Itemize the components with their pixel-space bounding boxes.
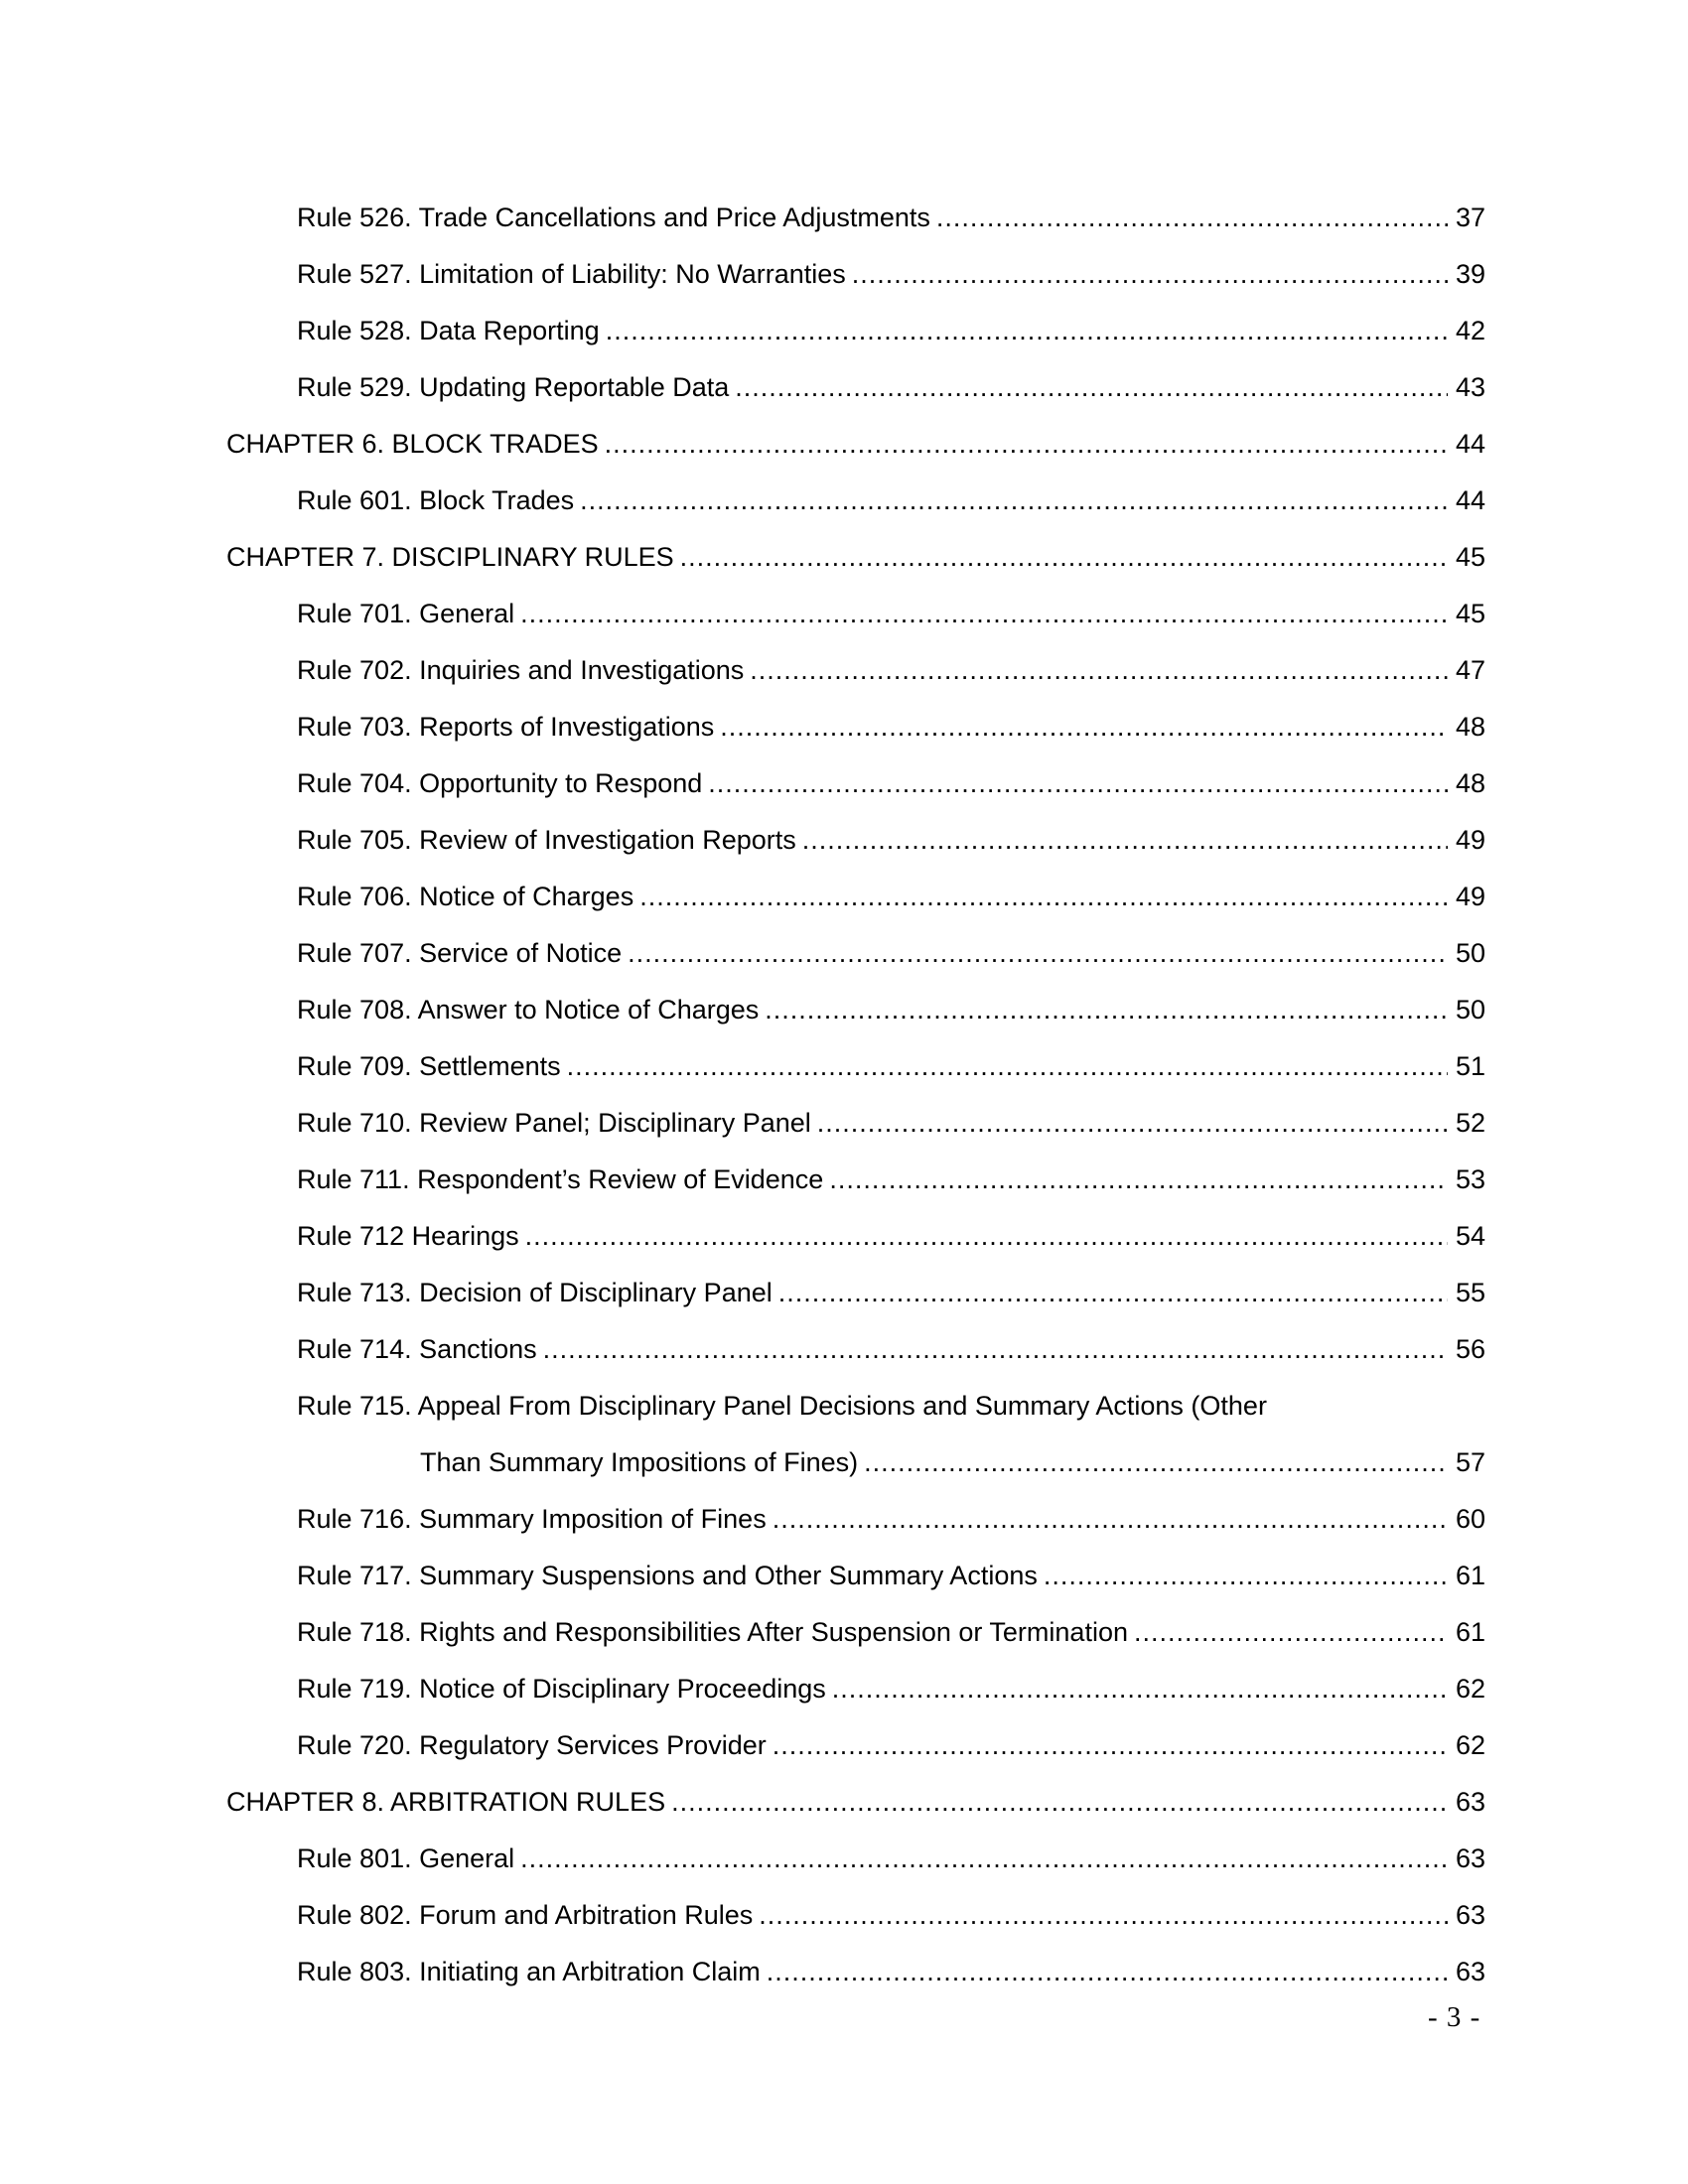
dot-leader — [520, 586, 1448, 642]
toc-entry-page: 49 — [1455, 882, 1485, 911]
dot-leader — [759, 1887, 1448, 1944]
dot-leader — [773, 1491, 1448, 1548]
toc-entry-title: Rule 705. Review of Investigation Reports — [297, 825, 796, 855]
toc-rule-entry[interactable] — [297, 1661, 1688, 1717]
dot-leader — [1134, 1604, 1448, 1661]
toc-entry-page: 49 — [1455, 825, 1485, 855]
toc-entry-title: Rule 601. Block Trades — [297, 485, 575, 515]
toc-entry-page: 63 — [1455, 1787, 1485, 1817]
toc-entry-page: 61 — [1455, 1561, 1485, 1590]
page-number: - 3 - — [1428, 2001, 1481, 2033]
dot-leader — [735, 359, 1448, 416]
toc-entry-title-continued: Than Summary Impositions of Fines) — [420, 1447, 859, 1477]
toc-entry-page: 54 — [1455, 1221, 1485, 1251]
toc-rule-entry[interactable] — [297, 1321, 1688, 1378]
dot-leader — [639, 869, 1448, 925]
toc-rule-entry[interactable] — [297, 1265, 1688, 1321]
toc-entry-page: 63 — [1455, 1900, 1485, 1930]
dot-leader — [671, 1774, 1448, 1831]
toc-rule-entry[interactable] — [297, 812, 1688, 869]
toc-chapter-entry[interactable] — [226, 1774, 1688, 1831]
toc-entry-title: Rule 712 Hearings — [297, 1221, 519, 1251]
toc-entry-page: 63 — [1455, 1957, 1485, 1986]
dot-leader — [832, 1661, 1448, 1717]
toc-entry-title: CHAPTER 6. BLOCK TRADES — [226, 429, 599, 459]
toc-entry-title: Rule 528. Data Reporting — [297, 316, 600, 345]
toc-entry-page: 43 — [1455, 372, 1485, 402]
toc-rule-entry[interactable] — [297, 586, 1688, 642]
toc-rule-entry[interactable] — [297, 359, 1688, 416]
toc-rule-entry[interactable] — [297, 1887, 1688, 1944]
toc-entry-title: Rule 526. Trade Cancellations and Price Adjustments — [297, 203, 930, 232]
toc-rule-entry[interactable] — [297, 925, 1688, 982]
toc-entry-page: 44 — [1455, 485, 1485, 515]
toc-entry-page: 45 — [1455, 599, 1485, 628]
dot-leader — [802, 812, 1448, 869]
toc-entry-page: 47 — [1455, 655, 1485, 685]
toc-entry-page: 61 — [1455, 1617, 1485, 1647]
toc-entry-title: Rule 716. Summary Imposition of Fines — [297, 1504, 767, 1534]
toc-entry-title: Rule 713. Decision of Disciplinary Panel — [297, 1278, 773, 1307]
toc-entry-page: 44 — [1455, 429, 1485, 459]
toc-chapter-entry[interactable] — [226, 416, 1688, 473]
toc-entry-title: Rule 802. Forum and Arbitration Rules — [297, 1900, 754, 1930]
dot-leader — [765, 982, 1448, 1038]
toc-entry-title: Rule 702. Inquiries and Investigations — [297, 655, 745, 685]
dot-leader — [543, 1321, 1448, 1378]
toc-entry-page: 52 — [1455, 1108, 1485, 1138]
dot-leader — [864, 1434, 1448, 1491]
toc-rule-entry[interactable] — [297, 1717, 1688, 1774]
dot-leader — [817, 1095, 1448, 1152]
toc-rule-entry[interactable] — [297, 642, 1688, 699]
toc-entry-title: Rule 529. Updating Reportable Data — [297, 372, 730, 402]
toc-entry-page: 57 — [1455, 1447, 1485, 1477]
toc-entry-title: Rule 801. General — [297, 1843, 515, 1873]
dot-leader — [708, 755, 1448, 812]
toc-entry-title: Rule 803. Initiating an Arbitration Claim — [297, 1957, 761, 1986]
dot-leader — [580, 473, 1448, 529]
toc-entry-page: 48 — [1455, 712, 1485, 742]
dot-leader — [778, 1265, 1448, 1321]
toc-rule-entry[interactable] — [297, 1152, 1688, 1208]
toc-entry-page: 37 — [1455, 203, 1485, 232]
toc-rule-entry[interactable] — [297, 303, 1688, 359]
toc-rule-entry[interactable] — [297, 755, 1688, 812]
toc-entry-page: 45 — [1455, 542, 1485, 572]
toc-entry-page: 63 — [1455, 1843, 1485, 1873]
toc-entry-title: Rule 718. Rights and Responsibilities After Suspension or Termination — [297, 1617, 1128, 1647]
toc-rule-entry[interactable] — [297, 1038, 1688, 1095]
dot-leader — [606, 303, 1448, 359]
dot-leader — [773, 1717, 1448, 1774]
toc-entry-title: Rule 710. Review Panel; Disciplinary Panel — [297, 1108, 811, 1138]
toc-rule-entry[interactable] — [297, 1548, 1688, 1604]
dot-leader — [767, 1944, 1448, 2000]
toc-entry-page: 56 — [1455, 1334, 1485, 1364]
dot-leader — [520, 1831, 1448, 1887]
toc-rule-entry[interactable] — [297, 1378, 1688, 1491]
toc-entry-title: Rule 707. Service of Notice — [297, 938, 623, 968]
toc-rule-entry[interactable] — [297, 1208, 1688, 1265]
dot-leader — [605, 416, 1448, 473]
toc-rule-entry[interactable] — [297, 1491, 1688, 1548]
toc-rule-entry[interactable] — [297, 1831, 1688, 1887]
dot-leader — [567, 1038, 1448, 1095]
toc-rule-entry[interactable] — [297, 1944, 1688, 2000]
dot-leader — [936, 190, 1448, 246]
dot-leader — [628, 925, 1448, 982]
dot-leader — [525, 1208, 1448, 1265]
dot-leader — [852, 246, 1448, 303]
toc-rule-entry[interactable] — [297, 699, 1688, 755]
table-of-contents — [0, 190, 1688, 2000]
toc-entry-page: 50 — [1455, 995, 1485, 1024]
toc-entry-title: Rule 719. Notice of Disciplinary Proceedings — [297, 1674, 826, 1704]
toc-entry-title: Rule 704. Opportunity to Respond — [297, 768, 703, 798]
dot-leader — [829, 1152, 1448, 1208]
toc-entry-page: 60 — [1455, 1504, 1485, 1534]
dot-leader — [1044, 1548, 1448, 1604]
toc-entry-title: Rule 527. Limitation of Liability: No Warranties — [297, 259, 846, 289]
toc-entry-page: 62 — [1455, 1730, 1485, 1760]
toc-entry-page: 39 — [1455, 259, 1485, 289]
toc-entry-title: CHAPTER 8. ARBITRATION RULES — [226, 1787, 666, 1817]
toc-entry-title: Rule 708. Answer to Notice of Charges — [297, 995, 760, 1024]
toc-entry-page: 48 — [1455, 768, 1485, 798]
toc-rule-entry[interactable] — [297, 1095, 1688, 1152]
dot-leader — [720, 699, 1448, 755]
toc-rule-entry[interactable] — [297, 1604, 1688, 1661]
dot-leader — [750, 642, 1448, 699]
toc-entry-page: 42 — [1455, 316, 1485, 345]
toc-entry-title: Rule 701. General — [297, 599, 515, 628]
toc-rule-entry[interactable] — [297, 246, 1688, 303]
toc-entry-title: Rule 714. Sanctions — [297, 1334, 537, 1364]
toc-entry-page: 55 — [1455, 1278, 1485, 1307]
toc-rule-entry[interactable] — [297, 982, 1688, 1038]
toc-entry-title: Rule 717. Summary Suspensions and Other Summary Actions — [297, 1561, 1038, 1590]
toc-entry-title: Rule 720. Regulatory Services Provider — [297, 1730, 767, 1760]
toc-entry-title: Rule 715. Appeal From Disciplinary Panel Decisions and Summary Actions (Other — [297, 1391, 1267, 1421]
toc-entry-title: Rule 706. Notice of Charges — [297, 882, 634, 911]
toc-entry-title: Rule 709. Settlements — [297, 1051, 561, 1081]
toc-entry-page: 62 — [1455, 1674, 1485, 1704]
toc-chapter-entry[interactable] — [226, 529, 1688, 586]
toc-rule-entry[interactable] — [297, 473, 1688, 529]
toc-entry-title: CHAPTER 7. DISCIPLINARY RULES — [226, 542, 674, 572]
toc-entry-title: Rule 703. Reports of Investigations — [297, 712, 715, 742]
dot-leader — [680, 529, 1448, 586]
toc-rule-entry[interactable] — [297, 869, 1688, 925]
toc-rule-entry[interactable] — [297, 190, 1688, 246]
toc-entry-page: 53 — [1455, 1164, 1485, 1194]
toc-entry-page: 51 — [1455, 1051, 1485, 1081]
toc-entry-title: Rule 711. Respondent’s Review of Evidence — [297, 1164, 824, 1194]
toc-entry-page: 50 — [1455, 938, 1485, 968]
